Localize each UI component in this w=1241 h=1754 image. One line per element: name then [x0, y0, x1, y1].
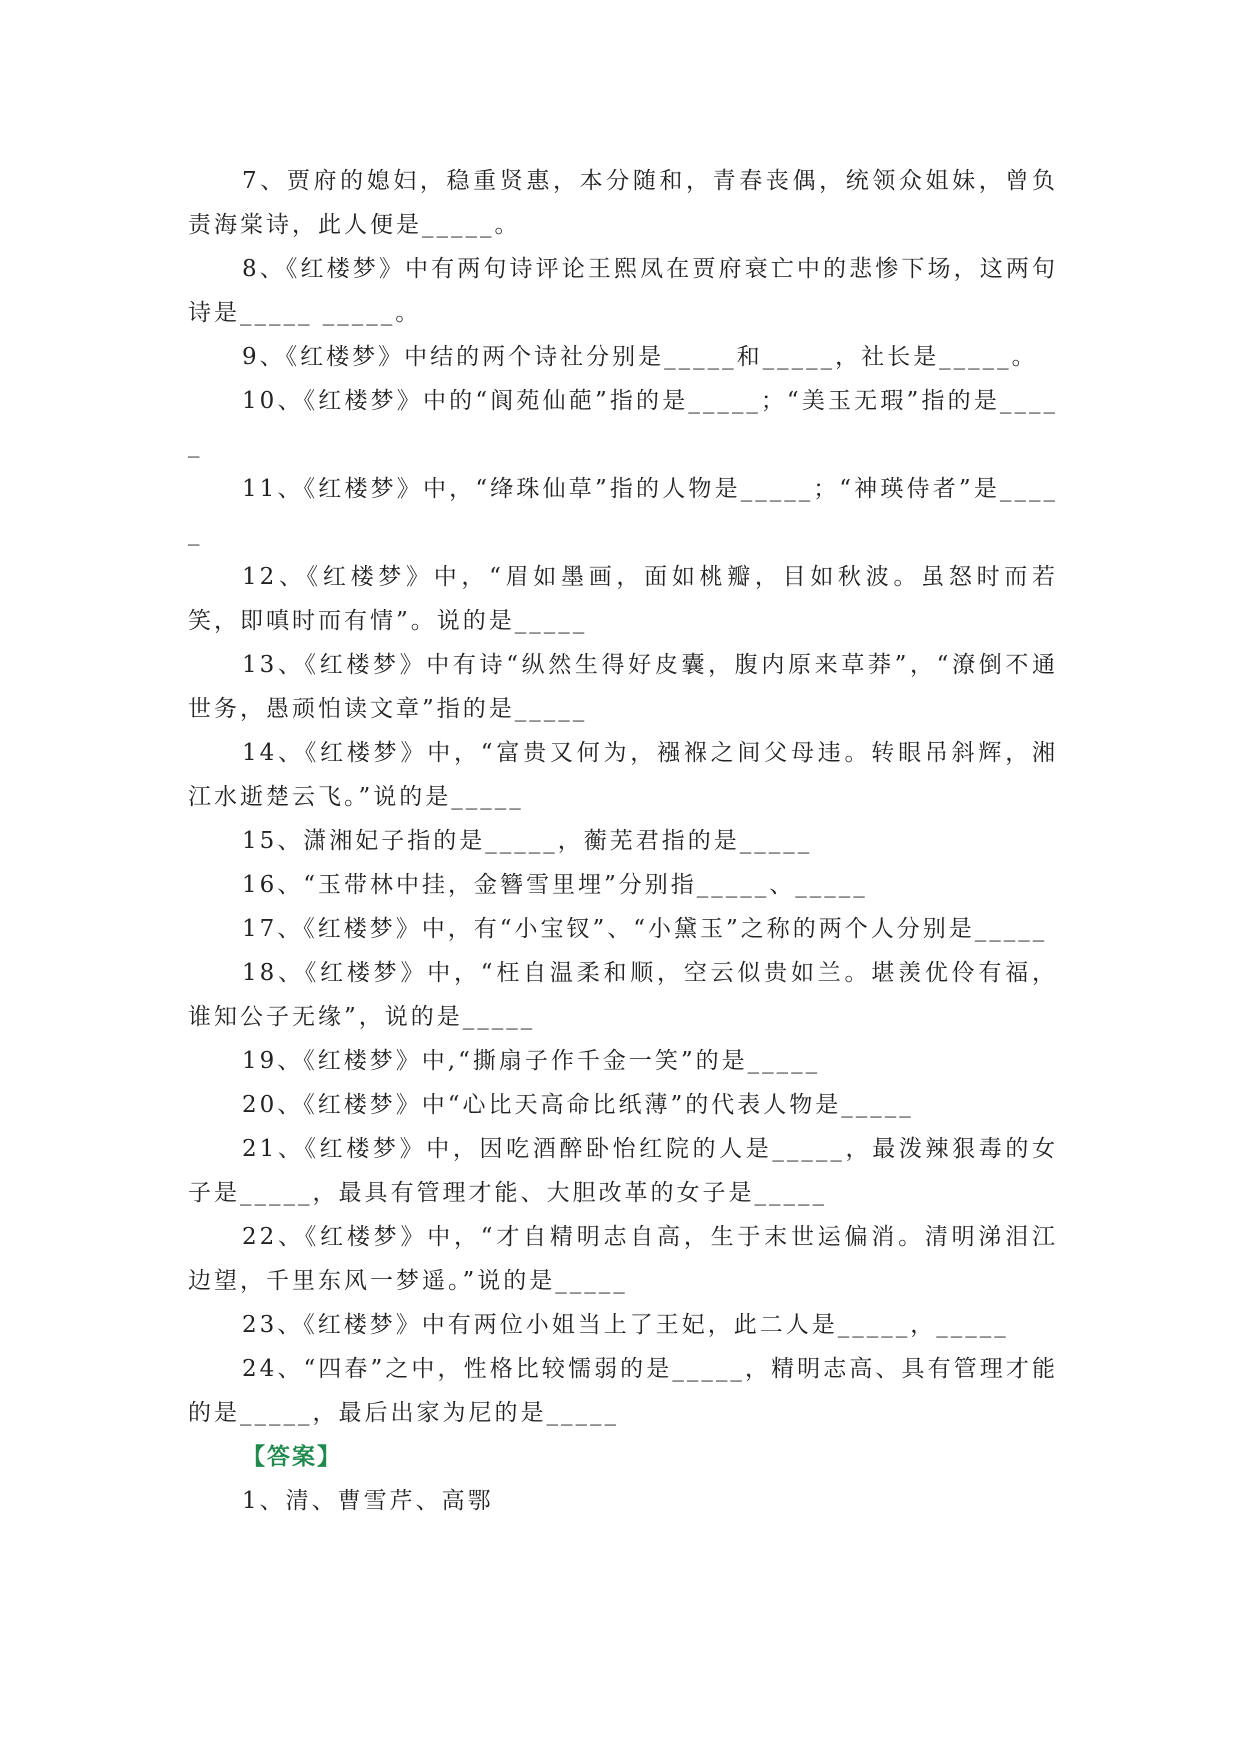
document-body: [188, 159, 1058, 1523]
question-10: 10、《红楼梦》中的“阆苑仙葩”指的是_____；“美玉无瑕”指的是_____: [188, 388, 1058, 458]
question-16: 16、“玉带林中挂，金簪雪里埋”分别指_____、_____: [242, 872, 868, 898]
question-7: 7、贾府的媳妇，稳重贤惠，本分随和，青春丧偶，统领众姐妹，曾负责海棠诗，此人便是_____。: [188, 168, 1058, 238]
question-20: 20、《红楼梦》中“心比天高命比纸薄”的代表人物是_____: [242, 1092, 914, 1118]
question-8: 8、《红楼梦》中有两句诗评论王熙凤在贾府衰亡中的悲惨下场，这两句诗是_____ _____。: [188, 256, 1058, 326]
question-14: 14、《红楼梦》中，“富贵又何为，襁褓之间父母违。转眼吊斜辉，湘江水逝楚云飞。”说的是_____: [188, 740, 1058, 810]
question-11: 11、《红楼梦》中，“绛珠仙草”指的人物是_____；“神瑛侍者”是_____: [188, 476, 1058, 546]
question-19: 19、《红楼梦》中,“撕扇子作千金一笑”的是_____: [242, 1048, 821, 1074]
question-21: 21、《红楼梦》中，因吃酒醉卧怡红院的人是_____，最泼辣狠毒的女子是_____，最具有管理才能、大胆改革的女子是_____: [188, 1136, 1058, 1206]
question-15: 15、潇湘妃子指的是_____，蘅芜君指的是_____: [242, 828, 813, 854]
question-17: 17、《红楼梦》中，有“小宝钗”、“小黛玉”之称的两个人分别是_____: [242, 916, 1048, 942]
question-18: 18、《红楼梦》中，“枉自温柔和顺，空云似贵如兰。堪羡优伶有福，谁知公子无缘”，说的是_____: [188, 960, 1058, 1030]
question-9: 9、《红楼梦》中结的两个诗社分别是_____和_____，社长是_____。: [242, 344, 1038, 370]
answer-heading: 【答案】: [242, 1444, 342, 1470]
question-13: 13、《红楼梦》中有诗“纵然生得好皮囊，腹内原来草莽”，“潦倒不通世务，愚顽怕读文章”指的是_____: [188, 652, 1058, 722]
question-23: 23、《红楼梦》中有两位小姐当上了王妃，此二人是_____，_____: [242, 1312, 1009, 1338]
question-12: 12、《红楼梦》中，“眉如墨画，面如桃瓣，目如秋波。虽怒时而若笑，即嗔时而有情”。说的是_____: [188, 564, 1058, 634]
question-22: 22、《红楼梦》中，“才自精明志自高，生于末世运偏消。清明涕泪江边望，千里东风一梦遥。”说的是_____: [188, 1224, 1058, 1294]
question-24: 24、“四春”之中，性格比较懦弱的是_____，精明志高、具有管理才能的是_____，最后出家为尼的是_____: [188, 1356, 1058, 1426]
answer-1: 1、清、曹雪芹、高鄂: [242, 1488, 494, 1514]
